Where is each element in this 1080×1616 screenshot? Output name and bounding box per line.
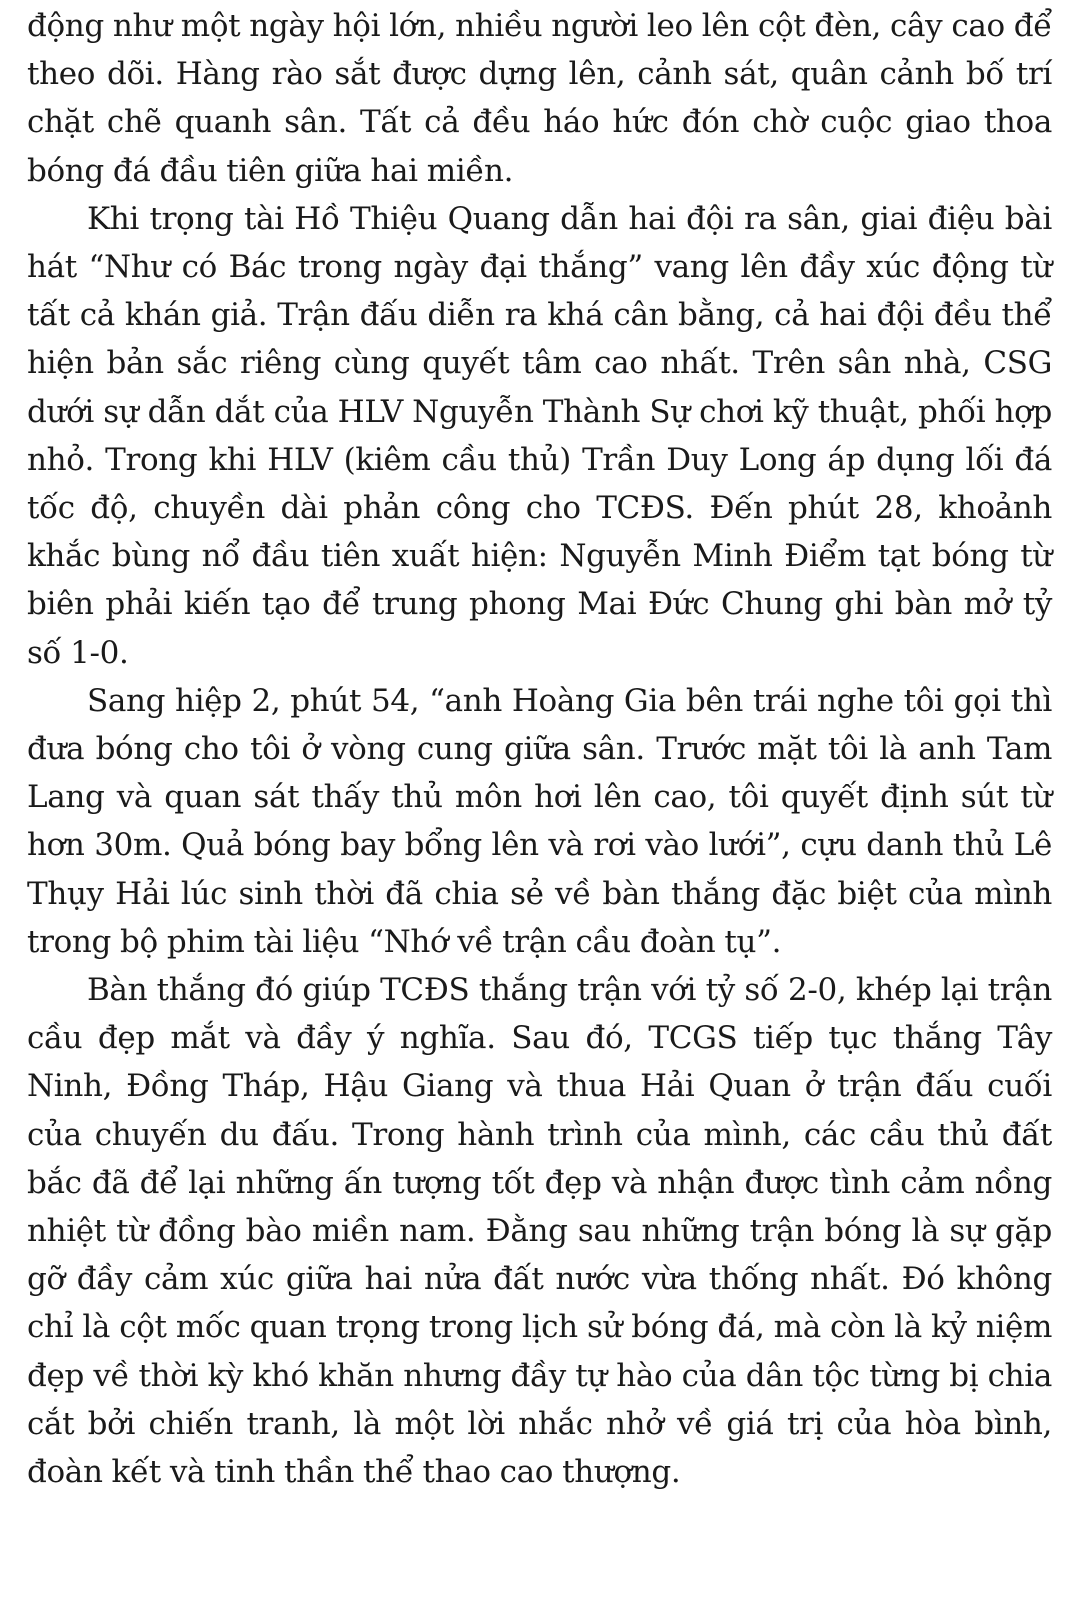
paragraph-second-half-goal: Sang hiệp 2, phút 54, “anh Hoàng Gia bên trái nghe tôi gọi thì đưa bóng cho tôi ở vòng cung giữa sân. Trước mặt tôi là anh Tam Lang và quan sát thấy thủ môn hơi lên cao, tôi quyết định sút từ hơn 30m. Quả bóng bay bổng lên và rơi vào lưới”, cựu danh thủ Lê Thụy Hải lúc sinh thời đã chia sẻ về bàn thắng đặc biệt của mình trong bộ phim tài liệu “Nhớ về trận cầu đoàn tụ”. <box>27 682 1052 960</box>
paragraph-referee-kickoff: Khi trọng tài Hồ Thiệu Quang dẫn hai đội ra sân, giai điệu bài hát “Như có Bác trong ngày đại thắng” vang lên đầy xúc động từ tất cả khán giả. Trận đấu diễn ra khá cân bằng, cả hai đội đều thể hiện bản sắc riêng cùng quyết tâm cao nhất. Trên sân nhà, CSG dưới sự dẫn dắt của HLV Nguyễn Thành Sự chơi kỹ thuật, phối hợp nhỏ. Trong khi HLV (kiêm cầu thủ) Trần Duy Long áp dụng lối đá tốc độ, chuyền dài phản công cho TCĐS. Đến phút 28, khoảnh khắc bùng nổ đầu tiên xuất hiện: Nguyễn Minh Điểm tạt bóng từ biên phải kiến tạo để trung phong Mai Đức Chung ghi bàn mở tỷ số 1-0. <box>27 200 1052 671</box>
article-body <box>27 2 1052 1496</box>
paragraph-conclusion: Bàn thắng đó giúp TCĐS thắng trận với tỷ số 2-0, khép lại trận cầu đẹp mắt và đầy ý nghĩa. Sau đó, TCGS tiếp tục thắng Tây Ninh, Đồng Tháp, Hậu Giang và thua Hải Quan ở trận đấu cuối của chuyến du đấu. Trong hành trình của mình, các cầu thủ đất bắc đã để lại những ấn tượng tốt đẹp và nhận được tình cảm nồng nhiệt từ đồng bào miền nam. Đằng sau những trận bóng là sự gặp gỡ đầy cảm xúc giữa hai nửa đất nước vừa thống nhất. Đó không chỉ là cột mốc quan trọng trong lịch sử bóng đá, mà còn là kỷ niệm đẹp về thời kỳ khó khăn nhưng đầy tự hào của dân tộc từng bị chia cắt bởi chiến tranh, là một lời nhắc nhở về giá trị của hòa bình, đoàn kết và tinh thần thể thao cao thượng. <box>27 972 1052 1491</box>
paragraph-continuation: động như một ngày hội lớn, nhiều người leo lên cột đèn, cây cao để theo dõi. Hàng rào sắt được dựng lên, cảnh sát, quân cảnh bố trí chặt chẽ quanh sân. Tất cả đều háo hức đón chờ cuộc giao thoa bóng đá đầu tiên giữa hai miền. <box>27 8 1052 189</box>
